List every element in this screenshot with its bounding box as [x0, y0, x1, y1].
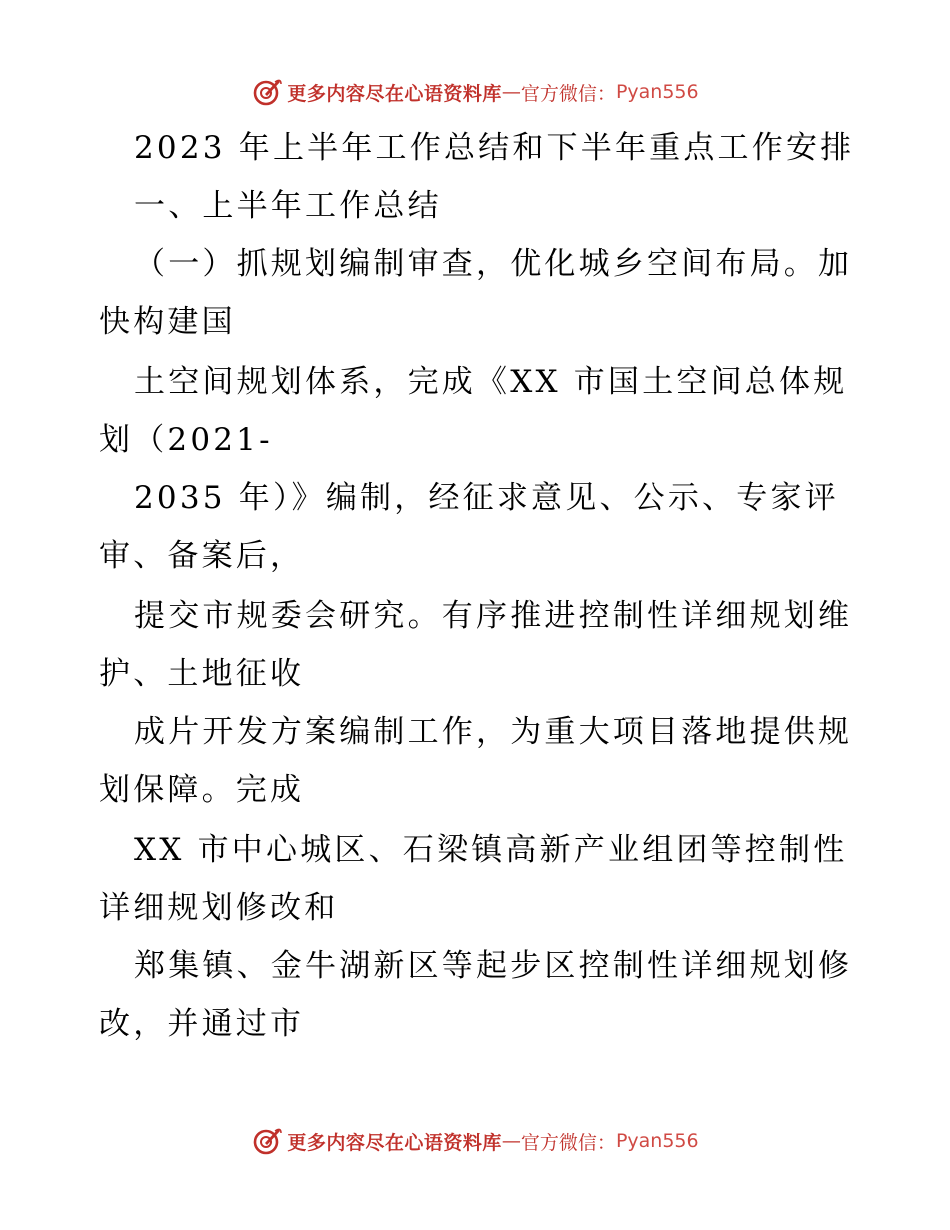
watermark-separator: —	[501, 1130, 521, 1152]
section-heading: 一、上半年工作总结	[134, 188, 442, 224]
paragraph-line: 2035 年）》编制，经征求意见、公示、专家评	[134, 480, 839, 516]
paragraph-line: XX 市中心城区、石梁镇高新产业组团等控制性	[134, 832, 848, 868]
paragraph-line: 改，并通过市	[99, 1006, 305, 1042]
paragraph-line: 快构建国	[99, 304, 236, 340]
paragraph-line: 郑集镇、金牛湖新区等起步区控制性详细规划修	[134, 948, 853, 984]
paragraph-line: （一）抓规划编制审查，优化城乡空间布局。加	[134, 246, 853, 282]
paragraph-line: 详细规划修改和	[99, 890, 339, 926]
paragraph-line: 成片开发方案编制工作，为重大项目落地提供规	[134, 714, 853, 750]
quill-pen-logo-icon	[251, 1125, 283, 1157]
watermark-wechat-label: 官方微信：	[520, 1131, 616, 1154]
header-watermark	[0, 72, 950, 112]
quill-pen-logo-icon	[251, 76, 283, 108]
paragraph-line: 划（2021-	[99, 422, 273, 458]
paragraph-line: 提交市规委会研究。有序推进控制性详细规划维	[134, 598, 853, 634]
watermark-wechat-label: 官方微信：	[520, 82, 616, 105]
watermark-text: 更多内容尽在心语资料库	[287, 82, 502, 105]
watermark-wechat-id: Pyan556	[615, 81, 699, 103]
footer-watermark	[0, 1121, 950, 1161]
paragraph-line: 护、土地征收	[99, 656, 305, 692]
watermark-wechat-id: Pyan556	[615, 1130, 699, 1152]
paragraph-line: 划保障。完成	[99, 772, 305, 808]
watermark-text: 更多内容尽在心语资料库	[287, 1131, 502, 1154]
paragraph-line: 审、备案后，	[99, 538, 305, 574]
watermark-separator: —	[501, 81, 521, 103]
paragraph-line: 土空间规划体系，完成《XX 市国土空间总体规	[134, 364, 848, 400]
document-title: 2023 年上半年工作总结和下半年重点工作安排	[134, 130, 855, 166]
